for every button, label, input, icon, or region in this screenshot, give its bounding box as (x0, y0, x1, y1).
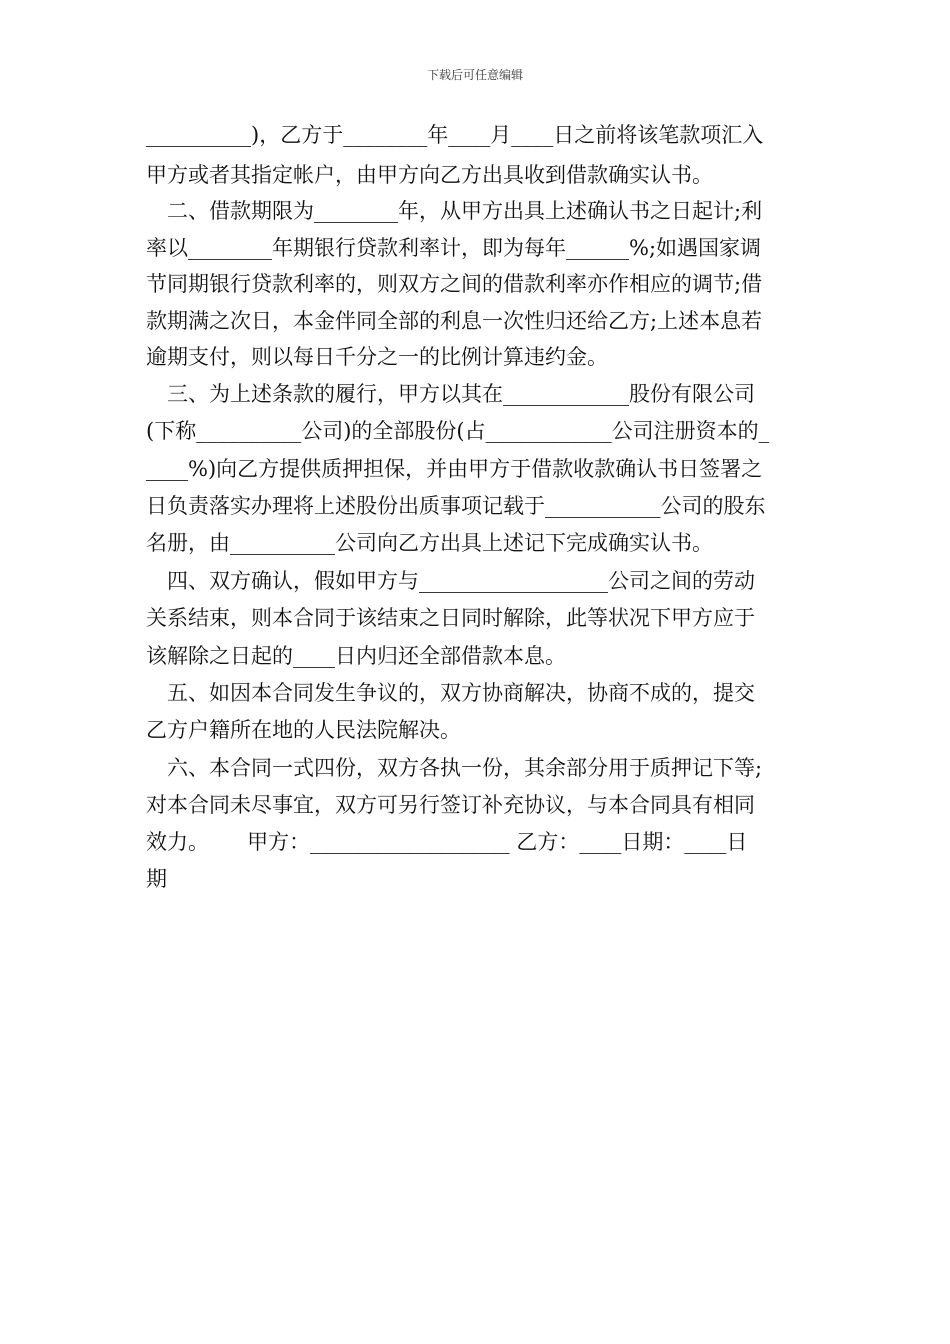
text-line: ____%)向乙方提供质押担保，并由甲方于借款收款确认书日签署之 (146, 457, 763, 481)
text-line: 三、为上述条款的履行，甲方以其在____________股份有限公司 (146, 382, 755, 406)
text-line: 名册，由__________公司向乙方出具上述记下完成确实认书。 (146, 531, 713, 555)
text-line: 甲方或者其指定帐户，由甲方向乙方出具收到借款确实认书。 (146, 163, 713, 187)
text-line: 节同期银行贷款利率的，则双方之间的借款利率亦作相应的调节;借 (146, 272, 763, 296)
text-line: 率以________年期银行贷款利率计，即为每年______%;如遇国家调 (146, 236, 762, 260)
text-line: 乙方户籍所在地的人民法院解决。 (146, 718, 461, 742)
text-line: 款期满之次日，本金伴同全部的利息一次性归还给乙方;上述本息若 (146, 309, 763, 333)
text-line: 逾期支付，则以每日千分之一的比例计算违约金。 (146, 345, 608, 369)
text-line: 日负责落实办理将上述股份出质事项记载于___________公司的股东 (146, 494, 766, 518)
text-line: (下称__________公司)的全部股份(占____________公司注册资本的_ (146, 419, 770, 443)
text-line: 该解除之日起的____日内归还全部借款本息。 (146, 644, 566, 668)
text-line: 六、本合同一式四份，双方各执一份，其余部分用于质押记下等; (146, 756, 763, 780)
text-line: 关系结束，则本合同于该结束之日同时解除，此等状况下甲方应于 (146, 606, 755, 630)
text-line: 对本合同未尽事宜，双方可另行签订补充协议，与本合同具有相同 (146, 793, 755, 817)
text-line: 四、双方确认，假如甲方与__________________公司之间的劳动 (146, 569, 755, 593)
text-line: 五、如因本合同发生争议的，双方协商解决，协商不成的，提交 (146, 681, 755, 705)
page-header: 下载后可任意编辑 (426, 68, 523, 82)
text-line: 二、借款期限为________年，从甲方出具上述确认书之日起计;利 (146, 199, 763, 223)
text-line: 效力。 甲方：___________________ 乙方：____日期：____日 (146, 830, 748, 854)
text-line: __________)，乙方于________年____月____日之前将该笔款项汇入 (146, 123, 764, 147)
text-line: 期 (146, 867, 167, 891)
